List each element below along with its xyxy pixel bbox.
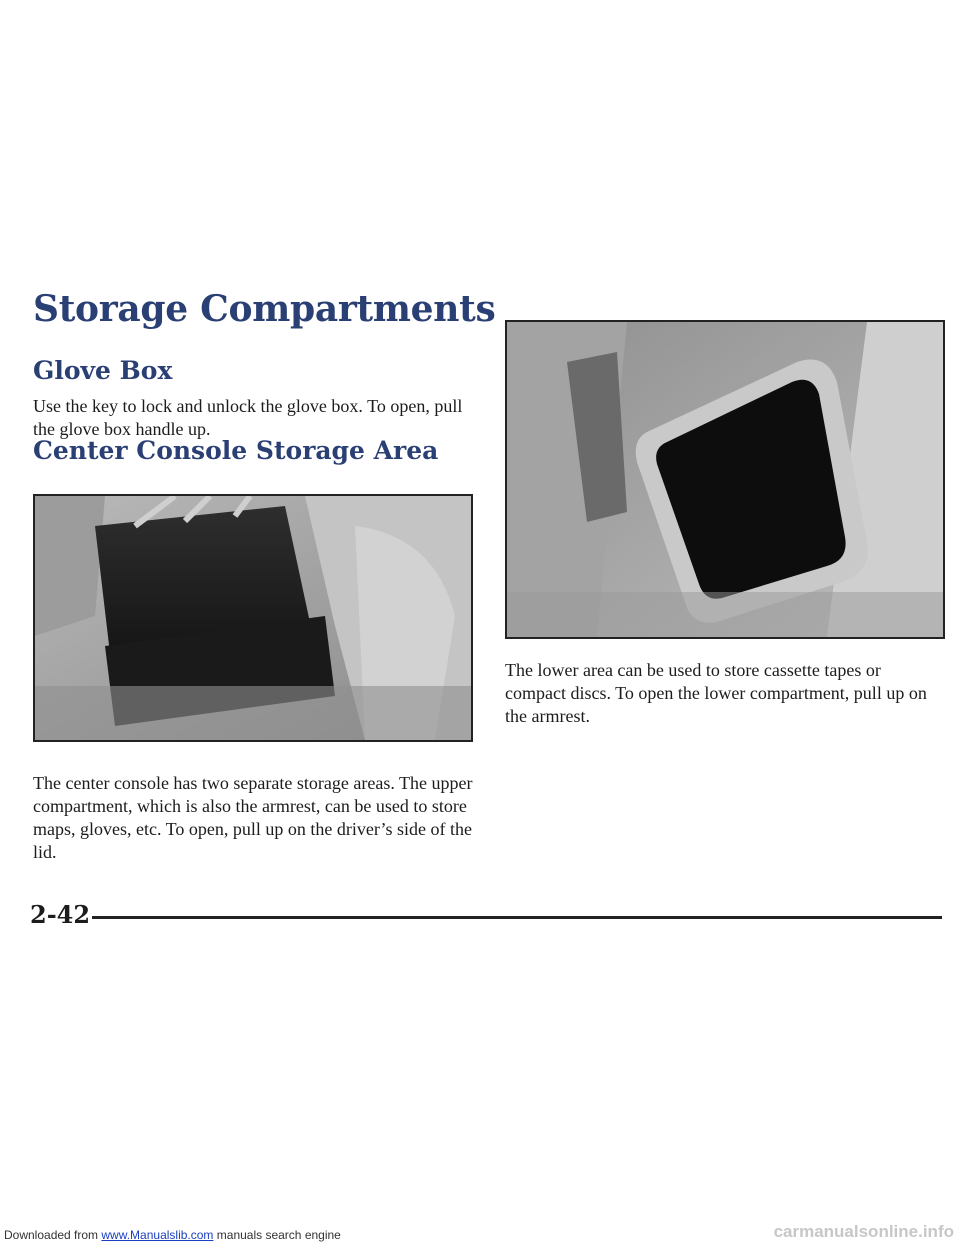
- footer-rule: [92, 916, 942, 919]
- center-console-text: The center console has two separate storage areas. The upper compartment, which is also the armrest, can be used to store maps, gloves, etc. To open, pull up on the driver’s side of the lid.: [33, 773, 473, 862]
- page-number: 2-42: [30, 900, 91, 929]
- download-prefix: Downloaded from: [4, 1228, 102, 1242]
- lower-area-text: The lower area can be used to store cassette tapes or compact discs. To open the lower compartment, pull up on the armrest.: [505, 660, 927, 726]
- glove-box-heading: Glove Box: [33, 356, 173, 385]
- page-title: Storage Compartments: [33, 288, 496, 330]
- download-note: [4, 1224, 341, 1247]
- glove-box-text: Use the key to lock and unlock the glove box. To open, pull the glove box handle up.: [33, 396, 463, 439]
- console-armrest-photo: [33, 494, 473, 742]
- watermark-text: carmanualsonline.info: [773, 1222, 954, 1241]
- manualslib-link[interactable]: www.Manualslib.com: [101, 1228, 214, 1242]
- download-suffix: manuals search engine: [213, 1228, 341, 1242]
- console-lower-compartment-photo: [505, 320, 945, 639]
- center-console-heading: Center Console Storage Area: [33, 436, 439, 465]
